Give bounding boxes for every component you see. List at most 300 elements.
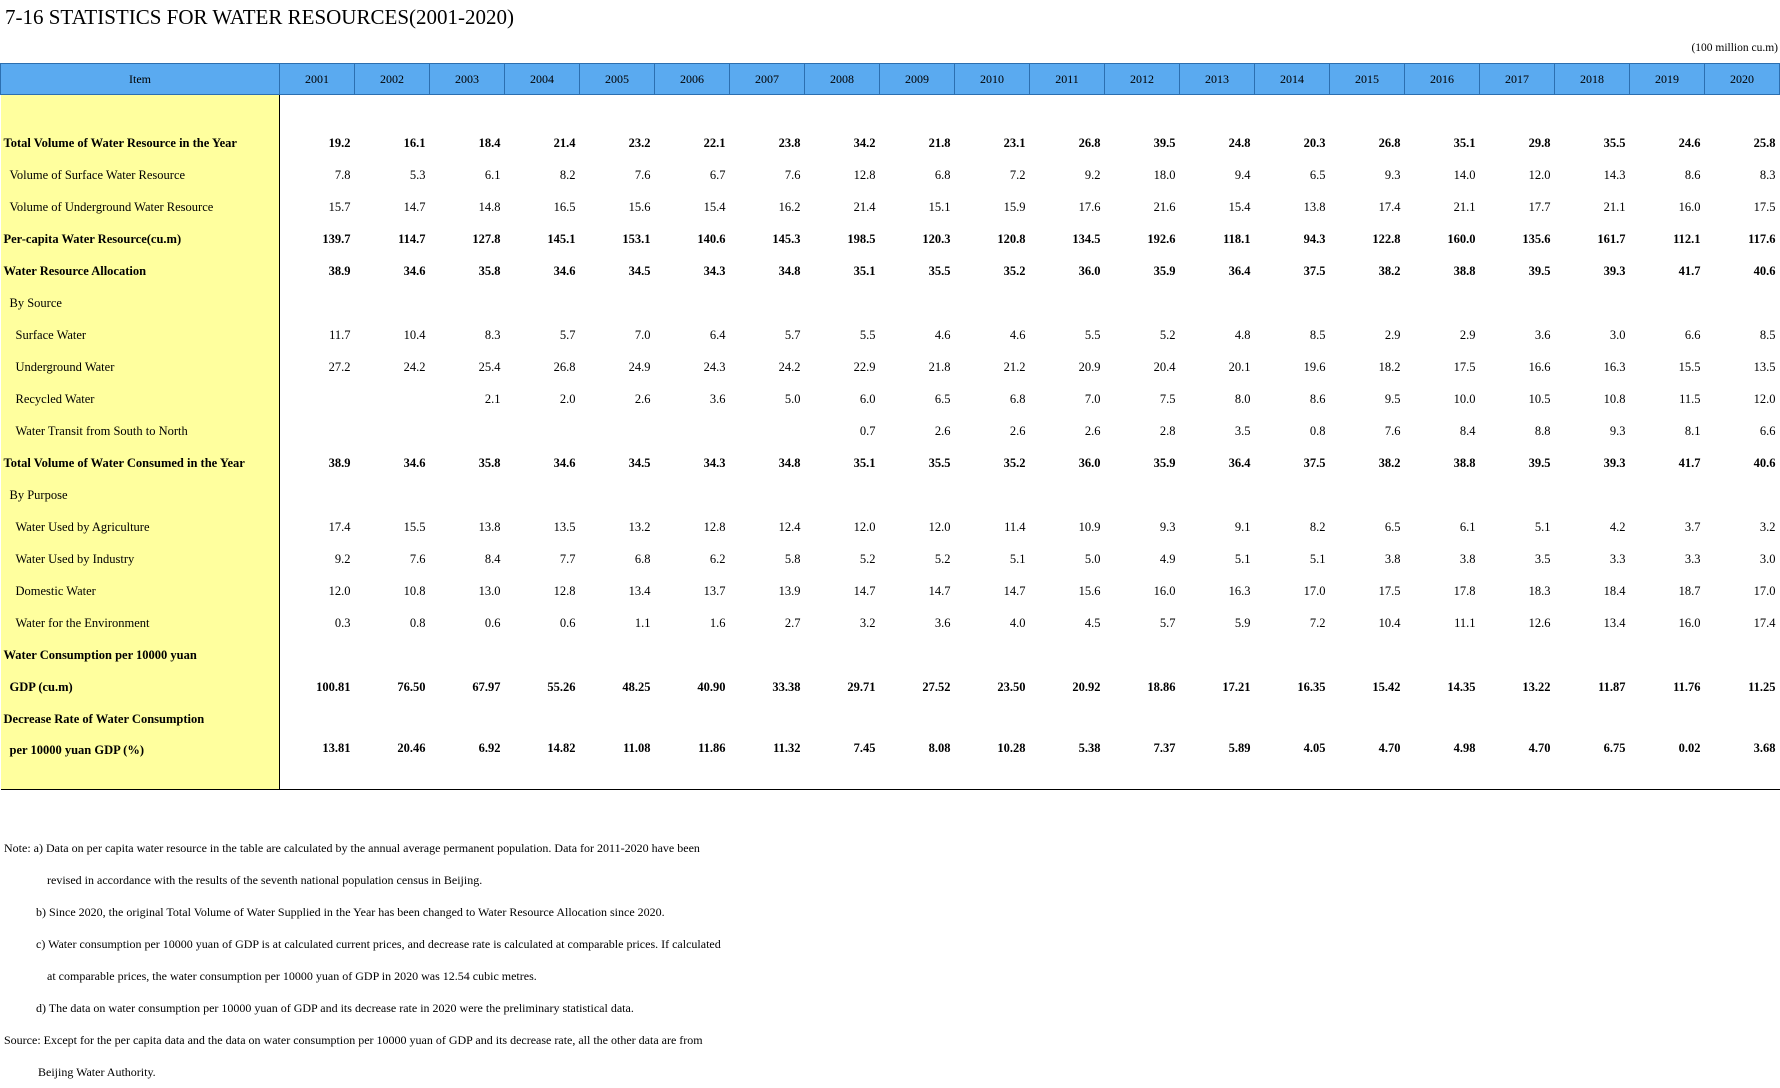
value-cell: 20.92 <box>1072 679 1101 694</box>
value-cell <box>355 639 430 671</box>
value-cell <box>655 479 730 511</box>
value-cell: 5.1 <box>1009 551 1026 566</box>
header-year: 2017 <box>1480 64 1555 95</box>
value-cell: 5.5 <box>859 327 876 342</box>
value-cell: 17.5 <box>1753 199 1776 214</box>
value-cell: 35.1 <box>1453 135 1476 150</box>
header-year: 2012 <box>1105 64 1180 95</box>
value-cell: 3.2 <box>1759 519 1776 534</box>
value-cell: 38.8 <box>1453 455 1476 470</box>
value-cell: 11.25 <box>1748 679 1776 694</box>
value-cell: 145.1 <box>547 231 576 246</box>
value-cell: 4.05 <box>1255 735 1330 790</box>
value-cell: 6.2 <box>709 551 726 566</box>
value-cell <box>430 287 505 319</box>
value-cell: 2.0 <box>559 391 576 406</box>
value-cell: 39.5 <box>1528 263 1551 278</box>
value-cell <box>430 639 505 671</box>
value-cell: 7.0 <box>1084 391 1101 406</box>
value-cell <box>1480 479 1555 511</box>
value-cell: 11.32 <box>730 735 805 790</box>
value-cell: 13.7 <box>703 583 726 598</box>
value-cell: 35.8 <box>478 263 501 278</box>
value-cell: 36.0 <box>1078 455 1101 470</box>
value-cell: 3.6 <box>709 391 726 406</box>
value-cell: 14.3 <box>1603 167 1626 182</box>
value-cell: 3.0 <box>1609 327 1626 342</box>
value-cell <box>880 639 955 671</box>
value-cell: 4.5 <box>1084 615 1101 630</box>
value-cell <box>655 287 730 319</box>
value-cell: 12.0 <box>1528 167 1551 182</box>
value-cell <box>280 287 355 319</box>
value-cell: 10.5 <box>1528 391 1551 406</box>
value-cell: 17.4 <box>328 519 351 534</box>
note-line: Source: Except for the per capita data and the data on water consumption per 10000 yuan of GDP and its decrease rate, all the other data are from <box>4 1033 703 1047</box>
value-cell <box>1105 639 1180 671</box>
value-cell <box>880 703 955 735</box>
value-cell <box>1705 639 1780 671</box>
value-cell: 40.6 <box>1753 455 1776 470</box>
header-year: 2013 <box>1180 64 1255 95</box>
value-cell: 5.0 <box>1084 551 1101 566</box>
value-cell: 48.25 <box>622 679 651 694</box>
row-label: Water Consumption per 10000 yuan <box>1 639 280 671</box>
value-cell <box>355 383 430 415</box>
value-cell: 145.3 <box>772 231 801 246</box>
row-label: By Source <box>1 287 280 319</box>
table-row <box>1 287 1780 319</box>
row-label: Volume of Underground Water Resource <box>1 191 280 223</box>
value-cell: 5.2 <box>1159 327 1176 342</box>
header-year: 2010 <box>955 64 1030 95</box>
value-cell <box>1555 703 1630 735</box>
value-cell: 13.81 <box>280 735 355 790</box>
table-row <box>1 191 1780 223</box>
value-cell: 8.3 <box>1759 167 1776 182</box>
value-cell: 9.2 <box>334 551 351 566</box>
value-cell: 8.4 <box>484 551 501 566</box>
value-cell: 34.6 <box>403 263 426 278</box>
value-cell: 6.5 <box>1384 519 1401 534</box>
value-cell <box>955 287 1030 319</box>
value-cell: 13.0 <box>478 583 501 598</box>
value-cell: 3.68 <box>1705 735 1780 790</box>
row-label: GDP (cu.m) <box>1 671 280 703</box>
value-cell <box>805 479 880 511</box>
value-cell: 34.5 <box>628 455 651 470</box>
table-row <box>1 607 1780 639</box>
value-cell <box>505 479 580 511</box>
row-label: By Purpose <box>1 479 280 511</box>
value-cell: 15.4 <box>1228 199 1251 214</box>
table-row <box>1 447 1780 479</box>
value-cell <box>880 287 955 319</box>
value-cell <box>1705 287 1780 319</box>
value-cell: 38.9 <box>328 455 351 470</box>
value-cell: 10.4 <box>1378 615 1401 630</box>
value-cell: 6.8 <box>634 551 651 566</box>
value-cell: 34.8 <box>778 455 801 470</box>
value-cell: 21.4 <box>553 135 576 150</box>
value-cell <box>1630 703 1705 735</box>
table-row <box>1 543 1780 575</box>
value-cell: 14.82 <box>505 735 580 790</box>
value-cell: 5.1 <box>1309 551 1326 566</box>
value-cell: 39.3 <box>1603 455 1626 470</box>
value-cell: 16.0 <box>1153 583 1176 598</box>
value-cell: 17.0 <box>1303 583 1326 598</box>
value-cell: 8.4 <box>1459 423 1476 438</box>
header-row <box>1 64 1780 95</box>
value-cell: 4.70 <box>1330 735 1405 790</box>
value-cell: 15.5 <box>1678 359 1701 374</box>
value-cell: 10.0 <box>1453 391 1476 406</box>
row-label: Underground Water <box>1 351 280 383</box>
value-cell: 2.9 <box>1384 327 1401 342</box>
row-label: Surface Water <box>1 319 280 351</box>
value-cell: 3.8 <box>1459 551 1476 566</box>
table-row <box>1 351 1780 383</box>
value-cell: 34.3 <box>703 455 726 470</box>
value-cell <box>1105 703 1180 735</box>
value-cell: 25.4 <box>478 359 501 374</box>
value-cell: 5.7 <box>559 327 576 342</box>
value-cell: 16.5 <box>553 199 576 214</box>
value-cell <box>955 703 1030 735</box>
table-row <box>1 127 1780 159</box>
value-cell: 24.9 <box>628 359 651 374</box>
value-cell: 15.42 <box>1372 679 1401 694</box>
row-label: Per-capita Water Resource(cu.m) <box>1 223 280 255</box>
value-cell: 35.2 <box>1003 263 1026 278</box>
spacer-label-cell <box>1 95 280 128</box>
value-cell: 14.7 <box>403 199 426 214</box>
row-label: Total Volume of Water Consumed in the Year <box>1 447 280 479</box>
value-cell: 9.1 <box>1234 519 1251 534</box>
value-cell: 38.8 <box>1453 263 1476 278</box>
value-cell: 6.0 <box>859 391 876 406</box>
value-cell: 29.71 <box>847 679 876 694</box>
value-cell: 127.8 <box>472 231 501 246</box>
value-cell: 41.7 <box>1678 263 1701 278</box>
value-cell: 22.1 <box>703 135 726 150</box>
value-cell <box>280 703 355 735</box>
row-label: Volume of Surface Water Resource <box>1 159 280 191</box>
value-cell: 9.2 <box>1084 167 1101 182</box>
value-cell: 18.3 <box>1528 583 1551 598</box>
value-cell: 21.8 <box>928 359 951 374</box>
value-cell: 9.3 <box>1609 423 1626 438</box>
value-cell: 13.2 <box>628 519 651 534</box>
header-year: 2004 <box>505 64 580 95</box>
value-cell <box>1180 639 1255 671</box>
value-cell: 27.52 <box>922 679 951 694</box>
water-resources-table <box>0 63 1780 790</box>
value-cell: 11.87 <box>1598 679 1626 694</box>
value-cell <box>1705 703 1780 735</box>
value-cell: 8.5 <box>1759 327 1776 342</box>
value-cell: 5.0 <box>784 391 801 406</box>
value-cell: 135.6 <box>1522 231 1551 246</box>
value-cell: 34.6 <box>553 263 576 278</box>
value-cell: 18.4 <box>478 135 501 150</box>
value-cell: 112.1 <box>1673 231 1701 246</box>
header-year: 2018 <box>1555 64 1630 95</box>
value-cell: 153.1 <box>622 231 651 246</box>
value-cell: 6.7 <box>709 167 726 182</box>
value-cell <box>1105 287 1180 319</box>
value-cell: 3.0 <box>1759 551 1776 566</box>
value-cell <box>430 415 505 447</box>
table-row <box>1 383 1780 415</box>
value-cell: 7.45 <box>805 735 880 790</box>
value-cell: 33.38 <box>772 679 801 694</box>
value-cell <box>880 479 955 511</box>
header-year: 2007 <box>730 64 805 95</box>
value-cell: 6.8 <box>1009 391 1026 406</box>
value-cell: 38.2 <box>1378 455 1401 470</box>
value-cell <box>1255 639 1330 671</box>
value-cell: 24.6 <box>1678 135 1701 150</box>
value-cell: 3.8 <box>1384 551 1401 566</box>
value-cell: 7.0 <box>634 327 651 342</box>
value-cell: 34.6 <box>403 455 426 470</box>
value-cell: 4.6 <box>1009 327 1026 342</box>
value-cell: 17.5 <box>1453 359 1476 374</box>
value-cell: 13.4 <box>628 583 651 598</box>
value-cell <box>1255 703 1330 735</box>
value-cell: 21.1 <box>1453 199 1476 214</box>
value-cell: 6.92 <box>430 735 505 790</box>
value-cell: 8.6 <box>1684 167 1701 182</box>
value-cell <box>580 639 655 671</box>
value-cell: 8.6 <box>1309 391 1326 406</box>
table-row <box>1 575 1780 607</box>
value-cell <box>430 703 505 735</box>
value-cell: 12.0 <box>1753 391 1776 406</box>
value-cell <box>1255 287 1330 319</box>
value-cell <box>1330 287 1405 319</box>
value-cell <box>1705 479 1780 511</box>
value-cell: 16.0 <box>1678 199 1701 214</box>
value-cell: 24.2 <box>403 359 426 374</box>
value-cell: 37.5 <box>1303 455 1326 470</box>
value-cell: 12.0 <box>928 519 951 534</box>
value-cell: 12.8 <box>553 583 576 598</box>
row-label: Domestic Water <box>1 575 280 607</box>
value-cell: 5.89 <box>1180 735 1255 790</box>
value-cell <box>1030 479 1105 511</box>
value-cell: 12.0 <box>328 583 351 598</box>
value-cell: 15.9 <box>1003 199 1026 214</box>
value-cell <box>955 639 1030 671</box>
table-row <box>1 735 1780 790</box>
value-cell: 3.7 <box>1684 519 1701 534</box>
value-cell: 12.4 <box>778 519 801 534</box>
value-cell: 5.7 <box>1159 615 1176 630</box>
row-label: per 10000 yuan GDP (%) <box>1 735 280 790</box>
value-cell: 26.8 <box>553 359 576 374</box>
table-body <box>1 95 1780 790</box>
table-row <box>1 703 1780 735</box>
header-year: 2019 <box>1630 64 1705 95</box>
value-cell: 21.8 <box>928 135 951 150</box>
value-cell: 14.7 <box>853 583 876 598</box>
value-cell: 120.8 <box>997 231 1026 246</box>
value-cell: 16.3 <box>1603 359 1626 374</box>
value-cell: 4.98 <box>1405 735 1480 790</box>
value-cell <box>1330 479 1405 511</box>
value-cell: 16.3 <box>1228 583 1251 598</box>
value-cell: 9.5 <box>1384 391 1401 406</box>
value-cell: 160.0 <box>1447 231 1476 246</box>
value-cell: 11.5 <box>1679 391 1701 406</box>
value-cell: 9.3 <box>1159 519 1176 534</box>
value-cell: 9.3 <box>1384 167 1401 182</box>
value-cell: 1.1 <box>634 615 651 630</box>
value-cell <box>280 415 355 447</box>
row-label: Recycled Water <box>1 383 280 415</box>
value-cell: 10.4 <box>403 327 426 342</box>
value-cell: 6.1 <box>484 167 501 182</box>
value-cell: 17.8 <box>1453 583 1476 598</box>
value-cell: 94.3 <box>1303 231 1326 246</box>
value-cell: 40.90 <box>697 679 726 694</box>
value-cell <box>580 415 655 447</box>
value-cell <box>1405 287 1480 319</box>
value-cell: 17.0 <box>1753 583 1776 598</box>
header-year: 2005 <box>580 64 655 95</box>
value-cell <box>1105 479 1180 511</box>
value-cell <box>805 639 880 671</box>
value-cell: 8.5 <box>1309 327 1326 342</box>
value-cell <box>1330 639 1405 671</box>
value-cell: 13.8 <box>1303 199 1326 214</box>
value-cell: 37.5 <box>1303 263 1326 278</box>
row-label: Water Resource Allocation <box>1 255 280 287</box>
value-cell <box>1480 639 1555 671</box>
value-cell: 9.4 <box>1234 167 1251 182</box>
value-cell: 15.7 <box>328 199 351 214</box>
header-year: 2001 <box>280 64 355 95</box>
value-cell: 21.1 <box>1603 199 1626 214</box>
value-cell: 6.5 <box>1309 167 1326 182</box>
value-cell: 41.7 <box>1678 455 1701 470</box>
value-cell: 15.1 <box>928 199 951 214</box>
header-year: 2014 <box>1255 64 1330 95</box>
value-cell: 23.8 <box>778 135 801 150</box>
header-year: 2006 <box>655 64 730 95</box>
value-cell: 5.7 <box>784 327 801 342</box>
value-cell: 17.5 <box>1378 583 1401 598</box>
value-cell: 5.38 <box>1030 735 1105 790</box>
value-cell: 5.1 <box>1234 551 1251 566</box>
value-cell: 14.7 <box>1003 583 1026 598</box>
value-cell: 8.2 <box>559 167 576 182</box>
value-cell: 36.0 <box>1078 263 1101 278</box>
value-cell: 13.8 <box>478 519 501 534</box>
value-cell <box>955 479 1030 511</box>
value-cell: 19.2 <box>328 135 351 150</box>
value-cell: 5.8 <box>784 551 801 566</box>
value-cell <box>730 415 805 447</box>
value-cell: 5.2 <box>859 551 876 566</box>
value-cell: 100.81 <box>316 679 351 694</box>
value-cell: 2.7 <box>784 615 801 630</box>
value-cell: 8.08 <box>880 735 955 790</box>
value-cell: 18.4 <box>1603 583 1626 598</box>
value-cell: 8.3 <box>484 327 501 342</box>
value-cell: 198.5 <box>847 231 876 246</box>
value-cell <box>1555 639 1630 671</box>
value-cell: 6.6 <box>1759 423 1776 438</box>
value-cell: 1.6 <box>709 615 726 630</box>
value-cell: 122.8 <box>1372 231 1401 246</box>
value-cell: 7.2 <box>1009 167 1026 182</box>
value-cell: 6.1 <box>1459 519 1476 534</box>
value-cell: 14.35 <box>1447 679 1476 694</box>
value-cell: 16.0 <box>1678 615 1701 630</box>
value-cell: 67.97 <box>472 679 501 694</box>
value-cell <box>280 639 355 671</box>
value-cell <box>655 415 730 447</box>
value-cell: 34.6 <box>553 455 576 470</box>
note-line: at comparable prices, the water consumption per 10000 yuan of GDP in 2020 was 12.54 cubic metres. <box>47 969 537 983</box>
header-year: 2002 <box>355 64 430 95</box>
unit-label: (100 million cu.m) <box>1691 42 1778 54</box>
value-cell: 8.8 <box>1534 423 1551 438</box>
value-cell: 6.8 <box>934 167 951 182</box>
value-cell: 15.4 <box>703 199 726 214</box>
value-cell: 35.1 <box>853 455 876 470</box>
value-cell: 5.3 <box>409 167 426 182</box>
value-cell: 35.8 <box>478 455 501 470</box>
value-cell <box>1480 703 1555 735</box>
value-cell: 161.7 <box>1597 231 1626 246</box>
value-cell: 24.2 <box>778 359 801 374</box>
value-cell: 0.3 <box>334 615 351 630</box>
value-cell: 26.8 <box>1078 135 1101 150</box>
value-cell: 7.2 <box>1309 615 1326 630</box>
value-cell <box>805 703 880 735</box>
value-cell: 3.6 <box>934 615 951 630</box>
value-cell: 192.6 <box>1147 231 1176 246</box>
row-label: Water Used by Agriculture <box>1 511 280 543</box>
value-cell <box>730 287 805 319</box>
value-cell <box>655 639 730 671</box>
value-cell: 5.2 <box>934 551 951 566</box>
value-cell: 16.1 <box>403 135 426 150</box>
value-cell: 34.2 <box>853 135 876 150</box>
value-cell <box>1030 703 1105 735</box>
value-cell <box>1555 479 1630 511</box>
value-cell: 14.8 <box>478 199 501 214</box>
value-cell: 35.1 <box>853 263 876 278</box>
value-cell <box>655 703 730 735</box>
value-cell: 35.5 <box>928 263 951 278</box>
value-cell: 8.2 <box>1309 519 1326 534</box>
header-year: 2008 <box>805 64 880 95</box>
value-cell: 4.70 <box>1480 735 1555 790</box>
value-cell: 5.5 <box>1084 327 1101 342</box>
value-cell: 38.2 <box>1378 263 1401 278</box>
value-cell: 34.3 <box>703 263 726 278</box>
value-cell: 3.3 <box>1684 551 1701 566</box>
header-item: Item <box>1 64 280 95</box>
value-cell: 27.2 <box>328 359 351 374</box>
value-cell: 18.86 <box>1147 679 1176 694</box>
